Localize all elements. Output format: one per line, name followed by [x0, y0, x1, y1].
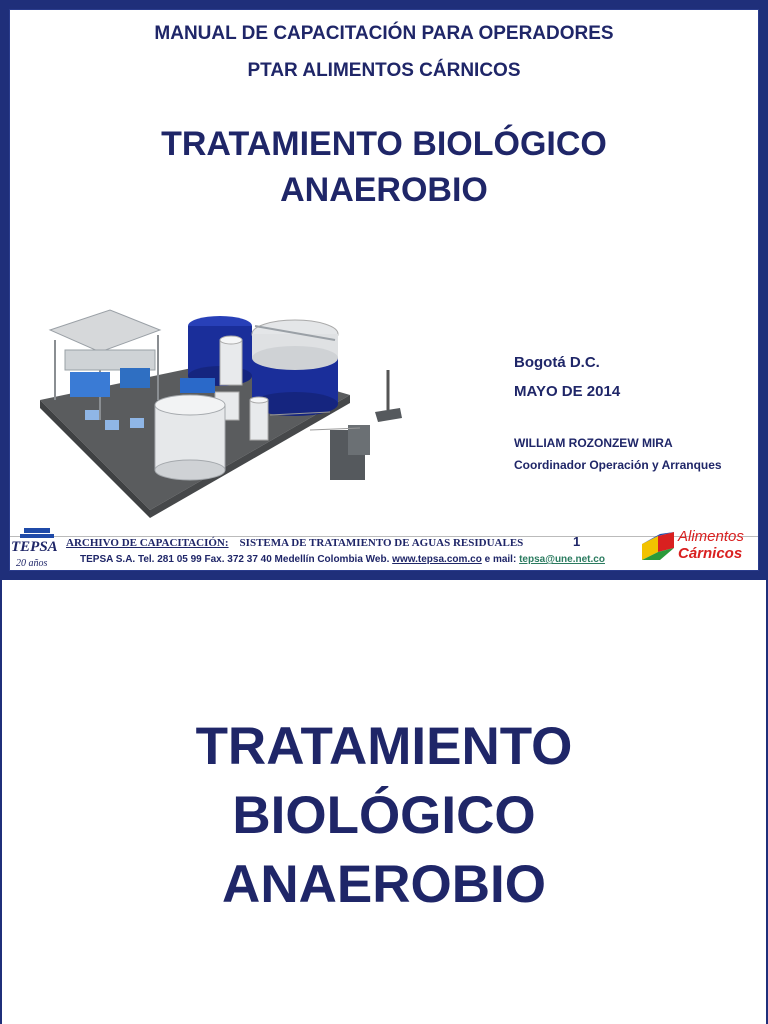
slide-2-title-line-1: TRATAMIENTO: [195, 717, 573, 776]
manual-title: MANUAL DE CAPACITACIÓN PARA OPERADORES: [154, 23, 614, 44]
brand-line-2: Cárnicos: [678, 545, 743, 562]
contact-line: [80, 554, 605, 565]
web-link[interactable]: www.tepsa.com.co: [392, 554, 482, 565]
author-name: WILLIAM ROZONZEW MIRA: [514, 436, 673, 450]
email-link[interactable]: tepsa@une.net.co: [519, 554, 605, 565]
plant-subtitle: PTAR ALIMENTOS CÁRNICOS: [247, 60, 521, 81]
slide-1-title: [10, 121, 758, 213]
city: Bogotá D.C.: [514, 354, 600, 371]
brand-line-1: Alimentos: [678, 528, 744, 545]
slide-2-title-line-2: BIOLÓGICO: [232, 786, 536, 845]
treatment-plant-image: [30, 300, 420, 520]
date: MAYO DE 2014: [514, 383, 621, 400]
slide-2-content: [2, 580, 766, 1024]
tepsa-years-text: 20 años: [16, 558, 48, 569]
title-line-2: ANAEROBIO: [280, 171, 488, 209]
contact-text: TEPSA S.A. Tel. 281 05 99 Fax. 372 37 40 Medellín Colombia Web.: [80, 554, 393, 565]
slide-2: [0, 580, 768, 1024]
brand-text: [678, 528, 744, 562]
brand-icon: [640, 530, 676, 564]
tepsa-logo: [10, 526, 64, 570]
tepsa-logo-text: TEPSA: [11, 539, 58, 555]
title-line-1: TRATAMIENTO BIOLÓGICO: [161, 125, 607, 163]
alimentos-carnicos-logo: [640, 528, 758, 566]
mail-prefix: e mail:: [481, 554, 520, 565]
slide-1-content: [9, 9, 759, 571]
author-role: Coordinador Operación y Arranques: [514, 458, 722, 472]
slide-2-title-line-3: ANAEROBIO: [222, 855, 546, 914]
archive-line: [66, 537, 523, 549]
archive-label: ARCHIVO DE CAPACITACIÓN:: [66, 537, 229, 549]
slide-2-title: [2, 712, 766, 919]
archive-value: SISTEMA DE TRATAMIENTO DE AGUAS RESIDUALES: [239, 537, 524, 549]
page-number: 1: [573, 534, 581, 549]
